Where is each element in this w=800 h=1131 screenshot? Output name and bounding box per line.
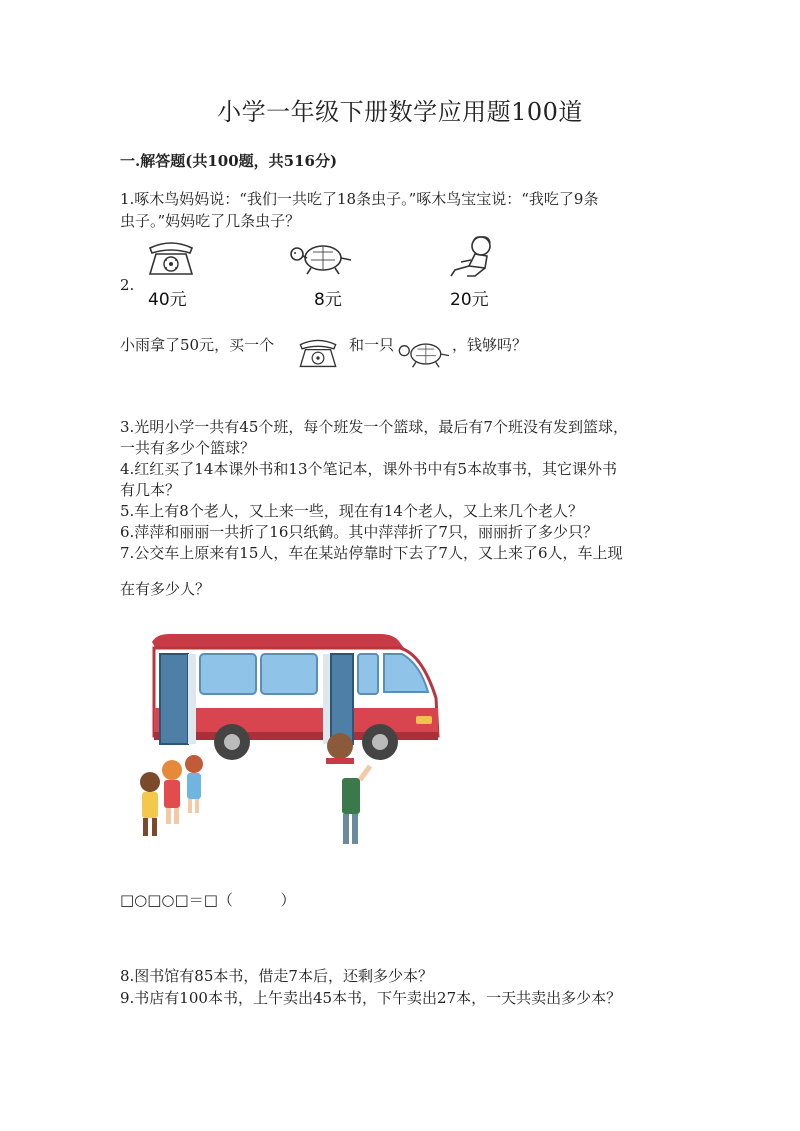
question-2-number: 2. xyxy=(120,276,135,294)
question-5: 5.车上有8个老人，又上来一些，现在有14个老人，又上来几个老人？ xyxy=(120,502,583,520)
question-6: 6.萍萍和丽丽一共折了16只纸鹤。其中萍萍折了7只，丽丽折了多少只？ xyxy=(120,523,598,541)
question-8: 8.图书馆有85本书，借走7本后，还剩多少本？ xyxy=(120,967,433,985)
boy-icon xyxy=(445,234,501,280)
telephone-icon xyxy=(146,238,196,278)
price-turtle: 8元 xyxy=(314,290,342,310)
question-3-line-1: 3.光明小学一共有45个班，每个班发一个篮球，最后有7个班没有发到篮球， xyxy=(120,418,628,436)
page-title: 小学一年级下册数学应用题100道 xyxy=(217,98,583,126)
turtle-icon xyxy=(287,240,357,276)
question-7-equation: □○□○□＝□（ ） xyxy=(120,891,296,909)
question-1-line-1: 1.啄木鸟妈妈说：“我们一共吃了18条虫子。”啄木鸟宝宝说：“我吃了9条 xyxy=(120,190,599,208)
bus-icon xyxy=(130,628,450,848)
question-2-text-part1: 小雨拿了50元，买一个 xyxy=(120,336,275,354)
question-4-line-1: 4.红红买了14本课外书和13个笔记本，课外书中有5本故事书，其它课外书 xyxy=(120,460,618,478)
question-1-line-2: 虫子。”妈妈吃了几条虫子？ xyxy=(120,212,301,230)
question-2-text-part3: ，钱够吗？ xyxy=(452,336,528,354)
question-4-line-2: 有几本？ xyxy=(120,481,181,499)
turtle-icon-inline xyxy=(396,336,454,372)
question-2-text-part2: 和一只 xyxy=(349,336,395,354)
question-3-line-2: 一共有多少个篮球？ xyxy=(120,439,256,457)
question-7-line-1: 7.公交车上原来有15人，车在某站停靠时下去了7人，又上来了6人，车上现 xyxy=(120,544,623,562)
price-boy: 20元 xyxy=(450,290,489,310)
section-header: 一.解答题(共100题，共516分) xyxy=(120,152,338,170)
question-9: 9.书店有100本书，上午卖出45本书，下午卖出27本，一天共卖出多少本？ xyxy=(120,989,622,1007)
telephone-icon-inline xyxy=(297,333,339,373)
question-7-line-2: 在有多少人？ xyxy=(120,580,211,598)
price-telephone: 40元 xyxy=(148,290,187,310)
